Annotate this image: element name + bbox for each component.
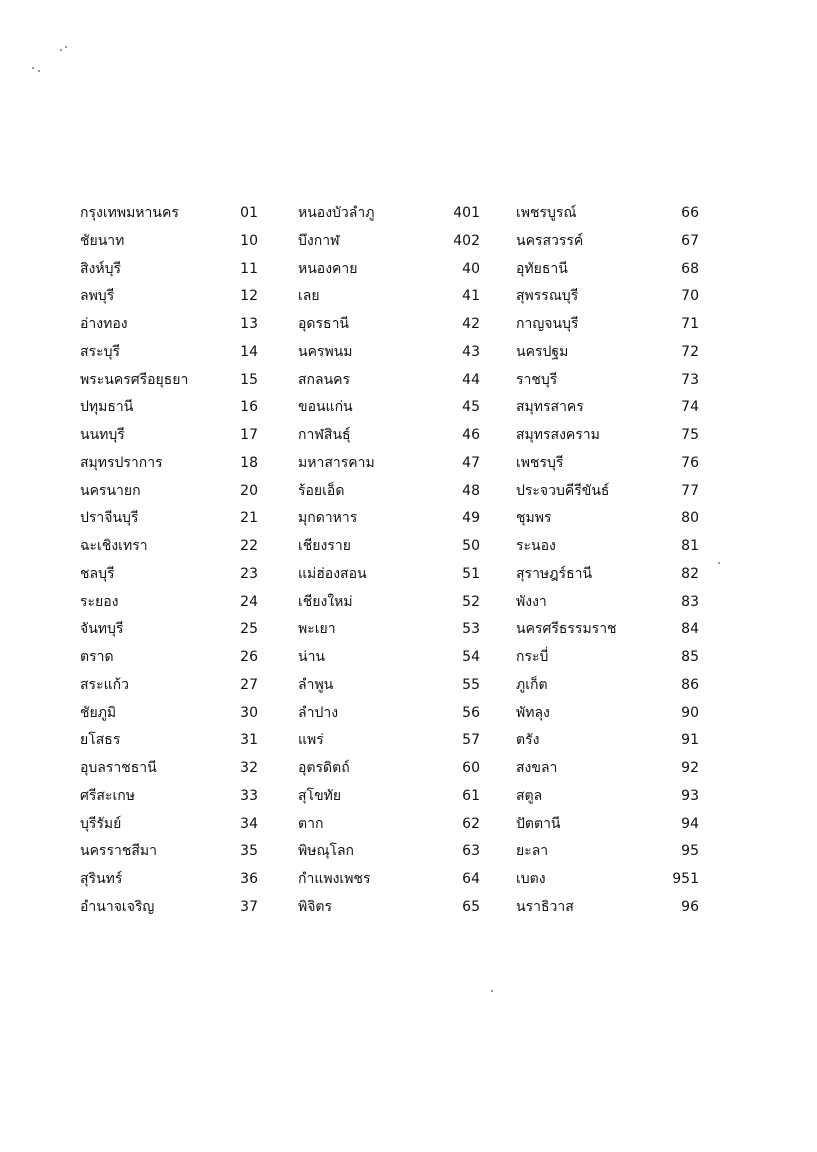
province-code: 83 xyxy=(681,593,699,610)
province-name: ลำปาง xyxy=(298,704,339,721)
province-code: 75 xyxy=(681,427,699,443)
province-name: ฉะเชิงเทรา xyxy=(80,538,148,554)
scan-speck xyxy=(65,46,67,48)
table-row xyxy=(0,394,817,422)
province-name: กระบี่ xyxy=(516,649,549,665)
province-name: ชุมพร xyxy=(516,510,552,527)
table-row xyxy=(0,339,817,367)
province-code: 48 xyxy=(462,482,480,499)
province-name: ยโสธร xyxy=(80,732,121,749)
province-code: 10 xyxy=(240,232,258,249)
province-code: 54 xyxy=(462,649,480,665)
province-code: 52 xyxy=(462,593,480,610)
province-name: สมุทรสาคร xyxy=(516,399,584,416)
province-name: นราธิวาส xyxy=(516,898,574,915)
province-code: 84 xyxy=(681,621,699,638)
province-name: หนองบัวลำภู xyxy=(298,205,375,221)
province-name: แพร่ xyxy=(298,732,324,749)
province-code: 35 xyxy=(240,843,258,860)
province-name: ระนอง xyxy=(516,538,556,554)
province-code: 26 xyxy=(240,649,258,665)
province-code: 55 xyxy=(462,676,480,693)
province-name: ศรีสะเกษ xyxy=(80,787,135,804)
table-row xyxy=(0,783,817,811)
province-name: ภูเก็ต xyxy=(516,676,548,693)
province-code: 49 xyxy=(462,510,480,527)
province-name: กาญจนบุรี xyxy=(516,316,579,332)
table-row xyxy=(0,200,817,228)
province-code: 20 xyxy=(240,482,258,499)
scan-speck xyxy=(491,990,493,992)
province-name: นครราชสีมา xyxy=(80,843,157,860)
table-row xyxy=(0,533,817,561)
province-name: ลพบุรี xyxy=(80,288,115,305)
province-code: 43 xyxy=(462,343,480,360)
province-code: 57 xyxy=(462,732,480,749)
province-name: พระนครศรีอยุธยา xyxy=(80,371,189,388)
province-name: อุตรดิตถ์ xyxy=(298,760,350,776)
province-name: ปราจีนบุรี xyxy=(80,510,139,527)
province-code: 30 xyxy=(240,704,258,721)
table-row xyxy=(0,505,817,533)
province-code: 402 xyxy=(453,232,480,249)
province-name: ชลบุรี xyxy=(80,565,115,582)
province-name: นครสวรรค์ xyxy=(516,232,584,249)
table-row xyxy=(0,727,817,755)
province-code: 61 xyxy=(462,787,480,804)
province-code-table xyxy=(0,200,817,922)
table-row xyxy=(0,561,817,589)
province-name: สุราษฎร์ธานี xyxy=(516,565,593,582)
province-name: บึงกาฬ xyxy=(298,232,340,249)
province-code: 33 xyxy=(240,787,258,804)
province-name: สิงห์บุรี xyxy=(80,260,122,277)
province-name: ราชบุรี xyxy=(516,371,558,388)
province-name: มหาสารคาม xyxy=(298,454,375,471)
province-name: พะเยา xyxy=(298,621,336,638)
province-code: 68 xyxy=(681,260,699,277)
province-code: 95 xyxy=(681,843,699,860)
province-code: 91 xyxy=(681,732,699,749)
province-code: 56 xyxy=(462,704,480,721)
province-code: 40 xyxy=(462,260,480,277)
province-code: 53 xyxy=(462,621,480,638)
province-code: 77 xyxy=(681,482,699,499)
province-code: 45 xyxy=(462,399,480,416)
province-code: 72 xyxy=(681,343,699,360)
province-code: 90 xyxy=(681,704,699,721)
province-name: นครนายก xyxy=(80,482,141,499)
province-name: กรุงเทพมหานคร xyxy=(80,205,179,221)
province-name: สุโขทัย xyxy=(298,787,342,804)
province-name: เพชรบูรณ์ xyxy=(516,205,577,221)
province-name: ชัยนาท xyxy=(80,232,125,249)
province-name: แม่ฮ่องสอน xyxy=(298,565,367,582)
province-code: 13 xyxy=(240,316,258,332)
province-name: หนองคาย xyxy=(298,260,358,277)
province-name: สมุทรสงคราม xyxy=(516,427,600,443)
province-code: 65 xyxy=(462,898,480,915)
province-name: ยะลา xyxy=(516,843,549,860)
province-name: ขอนแก่น xyxy=(298,399,353,416)
province-code: 34 xyxy=(240,815,258,832)
table-row xyxy=(0,700,817,728)
table-row xyxy=(0,894,817,922)
table-row xyxy=(0,672,817,700)
province-code: 37 xyxy=(240,898,258,915)
table-row xyxy=(0,838,817,866)
province-code: 32 xyxy=(240,760,258,776)
scan-speck xyxy=(38,70,40,72)
province-code: 93 xyxy=(681,787,699,804)
province-code: 44 xyxy=(462,371,480,388)
province-name: พัทลุง xyxy=(516,704,550,721)
province-name: สงขลา xyxy=(516,760,558,776)
scan-speck xyxy=(32,67,34,69)
province-code: 15 xyxy=(240,371,258,388)
province-code: 12 xyxy=(240,288,258,305)
province-name: มุกดาหาร xyxy=(298,510,358,527)
table-row xyxy=(0,311,817,339)
province-code: 24 xyxy=(240,593,258,610)
table-row xyxy=(0,644,817,672)
province-code: 82 xyxy=(681,565,699,582)
province-name: อุทัยธานี xyxy=(516,260,568,277)
province-code: 17 xyxy=(240,427,258,443)
province-name: อ่างทอง xyxy=(80,316,128,332)
province-code: 47 xyxy=(462,454,480,471)
province-name: อำนาจเจริญ xyxy=(80,898,155,915)
province-code: 01 xyxy=(240,205,258,221)
province-code: 22 xyxy=(240,538,258,554)
province-name: เบตง xyxy=(516,871,546,887)
table-row xyxy=(0,367,817,395)
province-name: เพชรบุรี xyxy=(516,454,564,471)
province-name: เชียงใหม่ xyxy=(298,593,353,610)
province-name: น่าน xyxy=(298,649,326,665)
province-name: จันทบุรี xyxy=(80,621,124,638)
province-name: เลย xyxy=(298,288,320,305)
province-name: ชัยภูมิ xyxy=(80,704,117,721)
province-name: ปทุมธานี xyxy=(80,399,134,416)
province-code: 36 xyxy=(240,871,258,887)
province-name: สมุทรปราการ xyxy=(80,454,163,471)
table-row xyxy=(0,283,817,311)
table-row xyxy=(0,256,817,284)
province-name: อุบลราชธานี xyxy=(80,760,157,776)
table-row xyxy=(0,866,817,894)
province-code: 11 xyxy=(240,260,258,277)
province-name: นครศรีธรรมราช xyxy=(516,621,617,638)
province-code: 41 xyxy=(462,288,480,305)
province-code: 951 xyxy=(672,871,699,887)
province-code: 18 xyxy=(240,454,258,471)
province-code: 42 xyxy=(462,316,480,332)
province-code: 31 xyxy=(240,732,258,749)
province-name: ระยอง xyxy=(80,593,119,610)
table-row xyxy=(0,422,817,450)
province-code: 25 xyxy=(240,621,258,638)
province-name: ปัตตานี xyxy=(516,815,561,832)
province-code: 62 xyxy=(462,815,480,832)
province-name: ประจวบคีรีขันธ์ xyxy=(516,482,610,499)
province-code: 67 xyxy=(681,232,699,249)
province-name: สระบุรี xyxy=(80,343,120,360)
province-code: 16 xyxy=(240,399,258,416)
province-name: กาฬสินธุ์ xyxy=(298,427,351,443)
province-name: ตรัง xyxy=(516,732,540,749)
table-row xyxy=(0,755,817,783)
province-name: สระแก้ว xyxy=(80,676,129,693)
province-name: เชียงราย xyxy=(298,538,351,554)
province-code: 64 xyxy=(462,871,480,887)
province-name: พิษณุโลก xyxy=(298,843,355,860)
table-row xyxy=(0,616,817,644)
province-code: 50 xyxy=(462,538,480,554)
province-name: ร้อยเอ็ด xyxy=(298,482,345,499)
province-code: 51 xyxy=(462,565,480,582)
province-code: 21 xyxy=(240,510,258,527)
scan-speck xyxy=(60,49,62,51)
table-row xyxy=(0,811,817,839)
province-code: 60 xyxy=(462,760,480,776)
province-code: 401 xyxy=(453,205,480,221)
province-name: สตูล xyxy=(516,787,543,804)
province-name: พังงา xyxy=(516,593,547,610)
province-code: 63 xyxy=(462,843,480,860)
province-name: อุดรธานี xyxy=(298,316,349,332)
province-name: กำแพงเพชร xyxy=(298,871,371,887)
table-row xyxy=(0,450,817,478)
province-code: 81 xyxy=(681,538,699,554)
province-code: 73 xyxy=(681,371,699,388)
province-name: ตาก xyxy=(298,815,324,832)
table-row xyxy=(0,478,817,506)
province-code: 96 xyxy=(681,898,699,915)
province-code: 23 xyxy=(240,565,258,582)
province-name: ลำพูน xyxy=(298,676,334,693)
province-name: นนทบุรี xyxy=(80,427,125,443)
province-code: 86 xyxy=(681,676,699,693)
province-code: 14 xyxy=(240,343,258,360)
province-name: นครพนม xyxy=(298,343,353,360)
province-name: สกลนคร xyxy=(298,371,351,388)
table-row xyxy=(0,589,817,617)
table-row xyxy=(0,228,817,256)
province-code: 66 xyxy=(681,205,699,221)
province-name: นครปฐม xyxy=(516,343,569,360)
province-code: 85 xyxy=(681,649,699,665)
province-code: 92 xyxy=(681,760,699,776)
province-code: 94 xyxy=(681,815,699,832)
province-code: 74 xyxy=(681,399,699,416)
province-name: ตราด xyxy=(80,649,114,665)
province-code: 27 xyxy=(240,676,258,693)
province-name: พิจิตร xyxy=(298,898,333,915)
province-code: 71 xyxy=(681,316,699,332)
province-code: 76 xyxy=(681,454,699,471)
province-name: บุรีรัมย์ xyxy=(80,815,122,832)
province-code: 80 xyxy=(681,510,699,527)
province-code: 70 xyxy=(681,288,699,305)
province-name: สุพรรณบุรี xyxy=(516,288,579,305)
province-code: 46 xyxy=(462,427,480,443)
province-name: สุรินทร์ xyxy=(80,871,123,887)
